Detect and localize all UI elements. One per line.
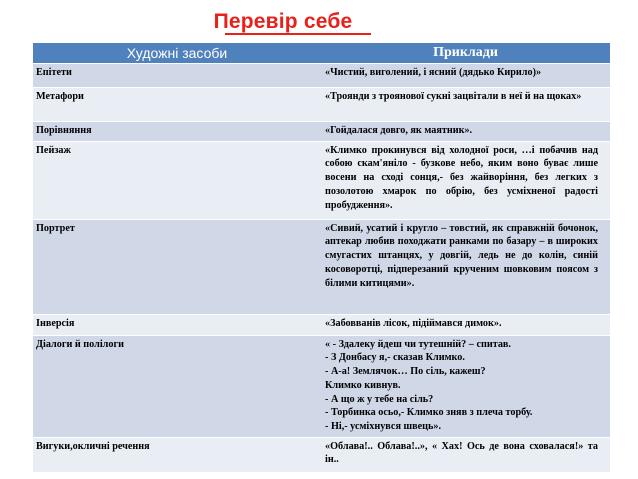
device-name-cell: Вигуки,окличні речення [33, 437, 321, 472]
example-cell [321, 88, 610, 122]
example-line: Климко кивнув. [325, 379, 401, 391]
device-name-cell: Діалоги й полілоги [33, 335, 321, 437]
example-cell [321, 314, 610, 335]
example-line: - А що ж у тебе на сіль? [325, 393, 434, 405]
example-cell [321, 122, 610, 142]
device-name-cell: Пейзаж [33, 141, 321, 219]
device-name-cell: Порівняння [33, 122, 321, 142]
example-cell [321, 219, 610, 314]
example-cell [321, 64, 610, 88]
table-row [33, 437, 610, 472]
table-row [33, 122, 610, 142]
table-row [33, 335, 610, 437]
slide-title: Перевір себе [213, 10, 353, 33]
table-row [33, 141, 610, 219]
example-line: «Гойдалася довго, як маятник». [325, 125, 473, 136]
device-name-cell: Інверсія [33, 314, 321, 335]
header-examples: Приклади [321, 43, 610, 64]
table-header-row [33, 43, 610, 64]
example-line: - А-а! Землячок… По сіль, кажеш? [325, 366, 486, 378]
table-row [33, 88, 610, 122]
device-name-cell: Портрет [33, 219, 321, 314]
examples-table [33, 43, 610, 473]
example-cell [321, 335, 610, 437]
example-cell [321, 141, 610, 219]
example-line: - З Донбасу я,- сказав Климко. [325, 352, 465, 364]
device-name-cell: Метафори [33, 88, 321, 122]
example-line: «Чистий, виголений, і ясний (дядько Кирило)» [325, 67, 542, 78]
example-line: «Забовванів лісок, підіймався димок». [325, 317, 502, 329]
example-line: «Климко прокинувся від холодної роси, …і побачив над собою скам'яніло - бузкове небо, яким воно буває лише восени на сході сонця,- без жайворіння, без легких з позолотою хмарок по обрію, без усміхненої радості пробудження». [325, 144, 598, 211]
example-line: «Троянди з троянової сукні зацвітали в неї й на щоках» [325, 91, 582, 102]
table-row [33, 219, 610, 314]
title-underline [225, 33, 371, 35]
example-line: « - Здалеку йдеш чи тутешній? – спитав. [325, 338, 511, 350]
table-row [33, 64, 610, 88]
example-cell [321, 437, 610, 472]
example-line: «Облава!.. Облава!..», « Хах! Ось де вона сховалася!» та ін.. [325, 440, 598, 466]
table-row [33, 314, 610, 335]
device-name-cell: Епітети [33, 64, 321, 88]
example-line: «Сивий, усатий і кругло – товстий, як справжній бочонок, аптекар любив походжати ранками по базару – в широких смугастих штанцях, у довгій, ледь не до колін, синій косоворотці, підперезаний крученим шовковим поясом з білими китицями». [325, 222, 598, 289]
header-devices: Художні засоби [33, 43, 321, 64]
example-line: - Ні,- усміхнувся швець». [325, 420, 442, 432]
example-line: - Торбинка осьо,- Климко зняв з плеча торбу. [325, 407, 533, 419]
